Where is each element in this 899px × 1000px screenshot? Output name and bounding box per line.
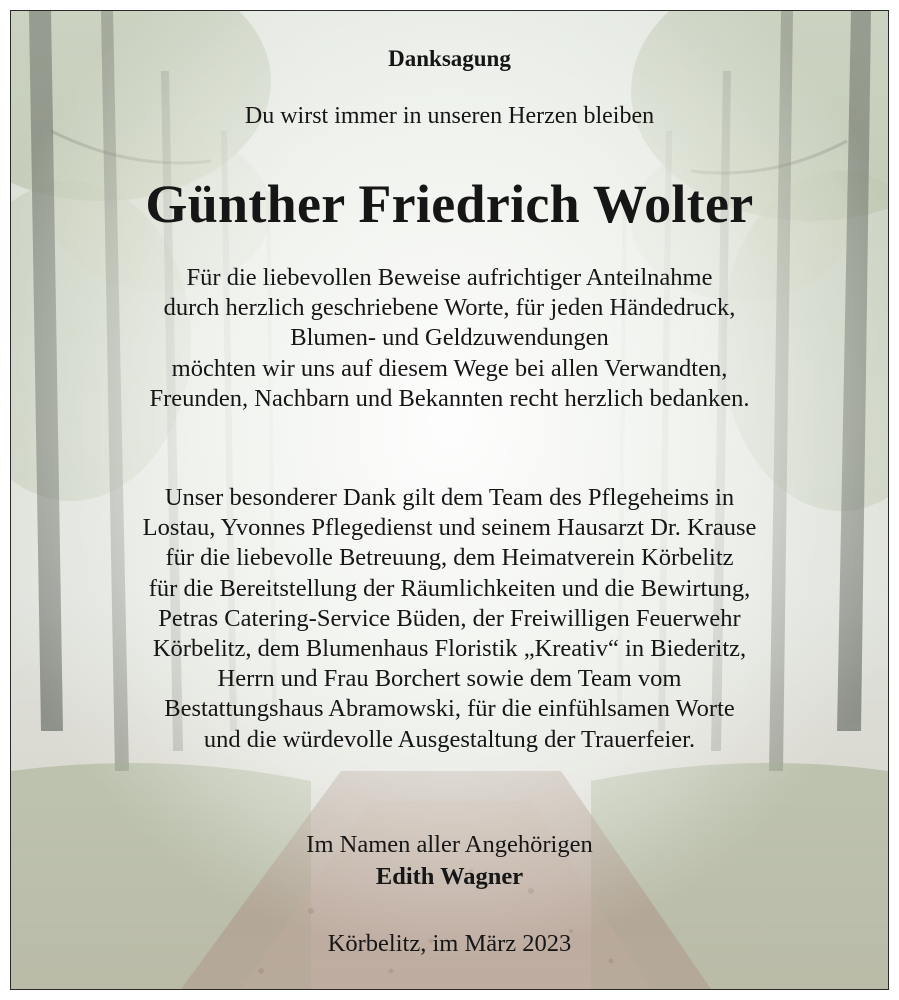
heading: Danksagung [388,46,511,71]
paragraph-line: Herrn und Frau Borchert sowie dem Team vom [217,665,682,693]
paragraph-line: und die würdevolle Ausgestaltung der Trauerfeier. [203,725,696,753]
signoff [11,829,888,893]
place-date: Körbelitz, im März 2023 [327,930,572,957]
signer-name: Edith Wagner [375,863,524,890]
subtitle: Du wirst immer in unseren Herzen bleiben [244,103,655,129]
paragraph-line: Unser besonderer Dank gilt dem Team des Pflegeheims in [164,484,735,511]
thanks-paragraph-2 [11,483,888,755]
obituary-card [10,10,889,990]
paragraph-line: Bestattungshaus Abramowski, für die einfühlsamen Worte [164,695,735,723]
paragraph-line: für die Bereitstellung der Räumlichkeiten und die Bewirtung, [148,574,751,602]
deceased-name: Günther Friedrich Wolter [145,174,754,234]
paragraph-line: Körbelitz, dem Blumenhaus Floristik „Kreativ“ in Biederitz, [152,635,747,663]
paragraph-line: für die liebevolle Betreuung, dem Heimatverein Körbelitz [165,544,734,572]
paragraph-line: Blumen- und Geldzuwendungen [290,324,609,352]
paragraph-line: Für die liebevollen Beweise aufrichtiger Anteilnahme [186,264,713,291]
signoff-line: Im Namen aller Angehörigen [306,831,593,858]
thanks-paragraph-1 [11,263,888,414]
paragraph-line: möchten wir uns auf diesem Wege bei allen Verwandten, [171,354,728,382]
paragraph-line: Freunden, Nachbarn und Bekannten recht herzlich bedanken. [149,384,750,412]
paragraph-line: durch herzlich geschriebene Worte, für jeden Händedruck, [163,294,736,322]
paragraph-line: Petras Catering-Service Büden, der Freiwilligen Feuerwehr [158,604,741,632]
paragraph-line: Lostau, Yvonnes Pflegedienst und seinem Hausarzt Dr. Krause [142,514,757,542]
